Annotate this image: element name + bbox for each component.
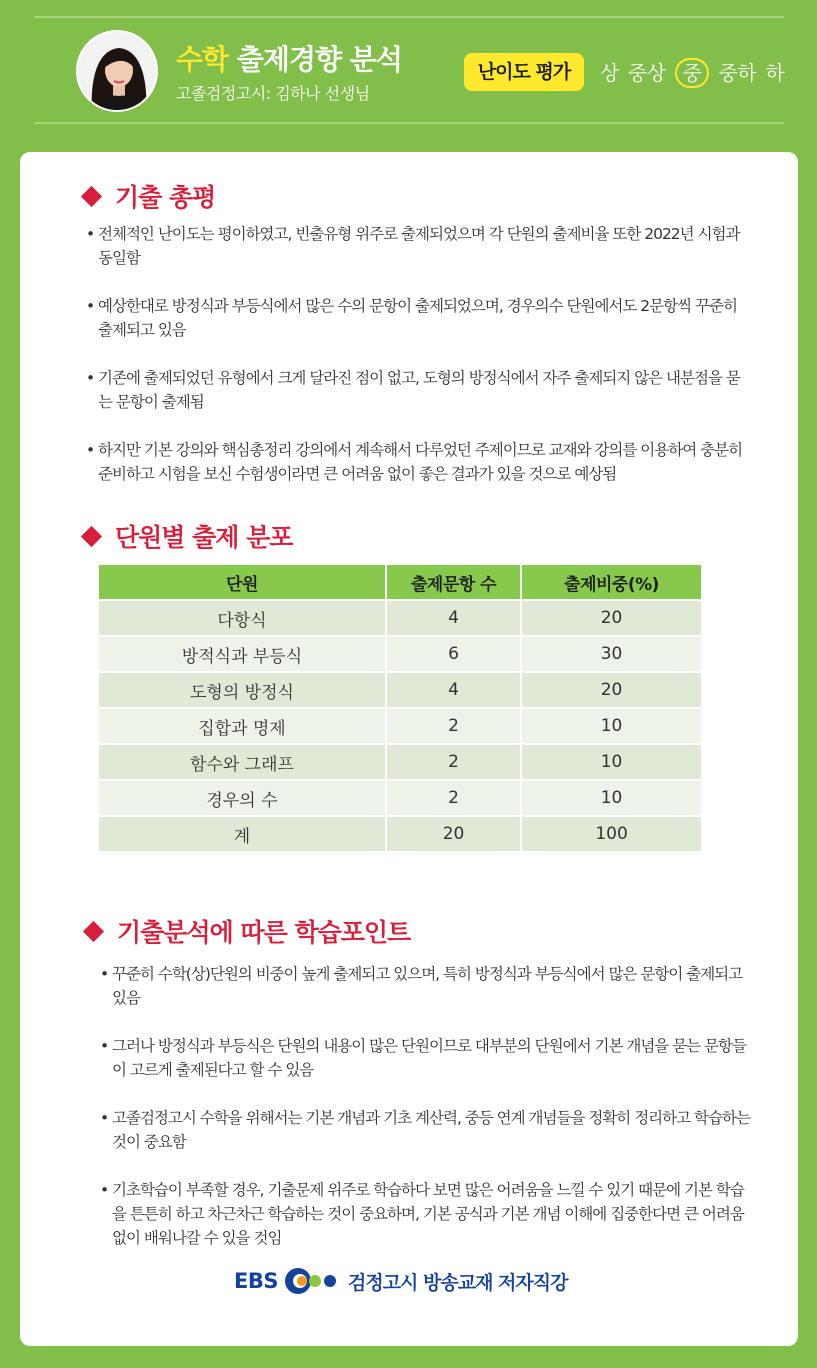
cell-count: 2 bbox=[387, 709, 520, 743]
cell-ratio: 10 bbox=[522, 709, 701, 743]
list-item: • 그러나 방정식과 부등식은 단원의 내용이 많은 단원이므로 대부분의 단원에서 기본 개념을 묻는 문항들이 고르게 출제된다고 할 수 있음 bbox=[100, 1034, 750, 1082]
level-high: 상 bbox=[600, 61, 619, 85]
cell-count: 6 bbox=[387, 637, 520, 671]
column-header-ratio: 출제비중(%) bbox=[522, 565, 701, 599]
section-distribution-heading bbox=[78, 518, 292, 554]
table-row bbox=[99, 637, 701, 671]
list-item: • 하지만 기본 강의와 핵심총정리 강의에서 계속해서 다루었던 주제이므로 교재와 강의를 이용하여 충분히 준비하고 시험을 보신 수험생이라면 큰 어려움 없이 좋은 결과가 있을 것으로 예상됨 bbox=[86, 438, 746, 486]
study-points-bullet-list bbox=[100, 962, 750, 1274]
level-mid-low: 중하 bbox=[718, 61, 757, 85]
ebs-brand: EBS bbox=[234, 1269, 278, 1293]
cell-ratio: 20 bbox=[522, 673, 701, 707]
cell-ratio: 100 bbox=[522, 817, 701, 851]
difficulty-label-badge: 난이도 평가 bbox=[464, 53, 584, 91]
review-bullet-list bbox=[86, 222, 746, 510]
cell-count: 2 bbox=[387, 781, 520, 815]
list-item: • 꾸준히 수학(상)단원의 비중이 높게 출제되고 있으며, 특히 방정식과 부등식에서 많은 문항이 출제되고 있음 bbox=[100, 962, 750, 1010]
cell-unit: 집합과 명제 bbox=[99, 709, 385, 743]
section-review-title: 기출 총평 bbox=[115, 183, 216, 212]
cell-unit: 경우의 수 bbox=[99, 781, 385, 815]
cell-unit: 함수와 그래프 bbox=[99, 745, 385, 779]
cell-count: 4 bbox=[387, 601, 520, 635]
cell-count: 4 bbox=[387, 673, 520, 707]
page-subtitle: 고졸검정고시: 김하나 선생님 bbox=[176, 84, 370, 103]
table-total-row bbox=[99, 817, 701, 851]
diamond-bullet-icon bbox=[81, 185, 102, 206]
section-study-points-title: 기출분석에 따른 학습포인트 bbox=[117, 918, 411, 947]
diamond-bullet-icon bbox=[83, 920, 104, 941]
table-header-row bbox=[99, 565, 701, 599]
cell-ratio: 10 bbox=[522, 781, 701, 815]
ebs-footer bbox=[234, 1266, 567, 1296]
list-item: • 고졸검정고시 수학을 위해서는 기본 개념과 기초 계산력, 중등 연계 개념들을 정확히 정리하고 학습하는 것이 중요함 bbox=[100, 1106, 750, 1154]
column-header-unit: 단원 bbox=[99, 565, 385, 599]
table-row bbox=[99, 781, 701, 815]
page-title bbox=[176, 38, 402, 78]
cell-unit: 다항식 bbox=[99, 601, 385, 635]
table-row bbox=[99, 601, 701, 635]
header-divider-bottom bbox=[34, 122, 784, 124]
teacher-avatar bbox=[76, 30, 158, 112]
ebs-logo-icon bbox=[282, 1266, 340, 1296]
difficulty-levels bbox=[600, 58, 788, 88]
cell-unit: 방적식과 부등식 bbox=[99, 637, 385, 671]
diamond-bullet-icon bbox=[81, 525, 102, 546]
distribution-table bbox=[97, 563, 703, 853]
section-study-points-heading bbox=[80, 913, 410, 949]
header-divider-top bbox=[34, 16, 784, 18]
teacher-portrait-icon bbox=[78, 32, 158, 112]
list-item: • 예상한대로 방정식과 부등식에서 많은 수의 문항이 출제되었으며, 경우의수 단원에서도 2문항씩 꾸준히 출제되고 있음 bbox=[86, 294, 746, 342]
content-card bbox=[20, 152, 798, 1346]
cell-count: 2 bbox=[387, 745, 520, 779]
level-mid-high: 중상 bbox=[627, 61, 666, 85]
section-distribution-title: 단원별 출제 분포 bbox=[115, 523, 293, 552]
list-item: • 기초학습이 부족할 경우, 기출문제 위주로 학습하다 보면 많은 어려움을 느낄 수 있기 때문에 기본 학습을 튼튼히 하고 차근차근 학습하는 것이 중요하며, 기본 공식과 기본 개념 이해에 집중한다면 큰 어려움 없이 배워나갈 수 있을 것임 bbox=[100, 1178, 750, 1250]
column-header-count: 출제문항 수 bbox=[387, 565, 520, 599]
footer-tagline: 검정고시 방송교재 저자직강 bbox=[347, 1271, 568, 1294]
cell-ratio: 30 bbox=[522, 637, 701, 671]
table-row bbox=[99, 745, 701, 779]
cell-count: 20 bbox=[387, 817, 520, 851]
table-row bbox=[99, 709, 701, 743]
cell-ratio: 10 bbox=[522, 745, 701, 779]
title-subject: 수학 bbox=[176, 43, 229, 76]
level-mid-selected: 중 bbox=[675, 58, 710, 88]
list-item: • 전체적인 난이도는 평이하였고, 빈출유형 위주로 출제되었으며 각 단원의 출제비율 또한 2022년 시험과 동일함 bbox=[86, 222, 746, 270]
list-item: • 기존에 출제되었던 유형에서 크게 달라진 점이 없고, 도형의 방정식에서 자주 출제되지 않은 내분점을 묻는 문항이 출제됨 bbox=[86, 366, 746, 414]
section-review-heading bbox=[78, 178, 215, 214]
cell-unit: 도형의 방정식 bbox=[99, 673, 385, 707]
level-low: 하 bbox=[765, 61, 785, 85]
cell-ratio: 20 bbox=[522, 601, 701, 635]
title-rest: 출제경향 분석 bbox=[228, 43, 402, 76]
table-row bbox=[99, 673, 701, 707]
cell-unit: 계 bbox=[99, 817, 385, 851]
